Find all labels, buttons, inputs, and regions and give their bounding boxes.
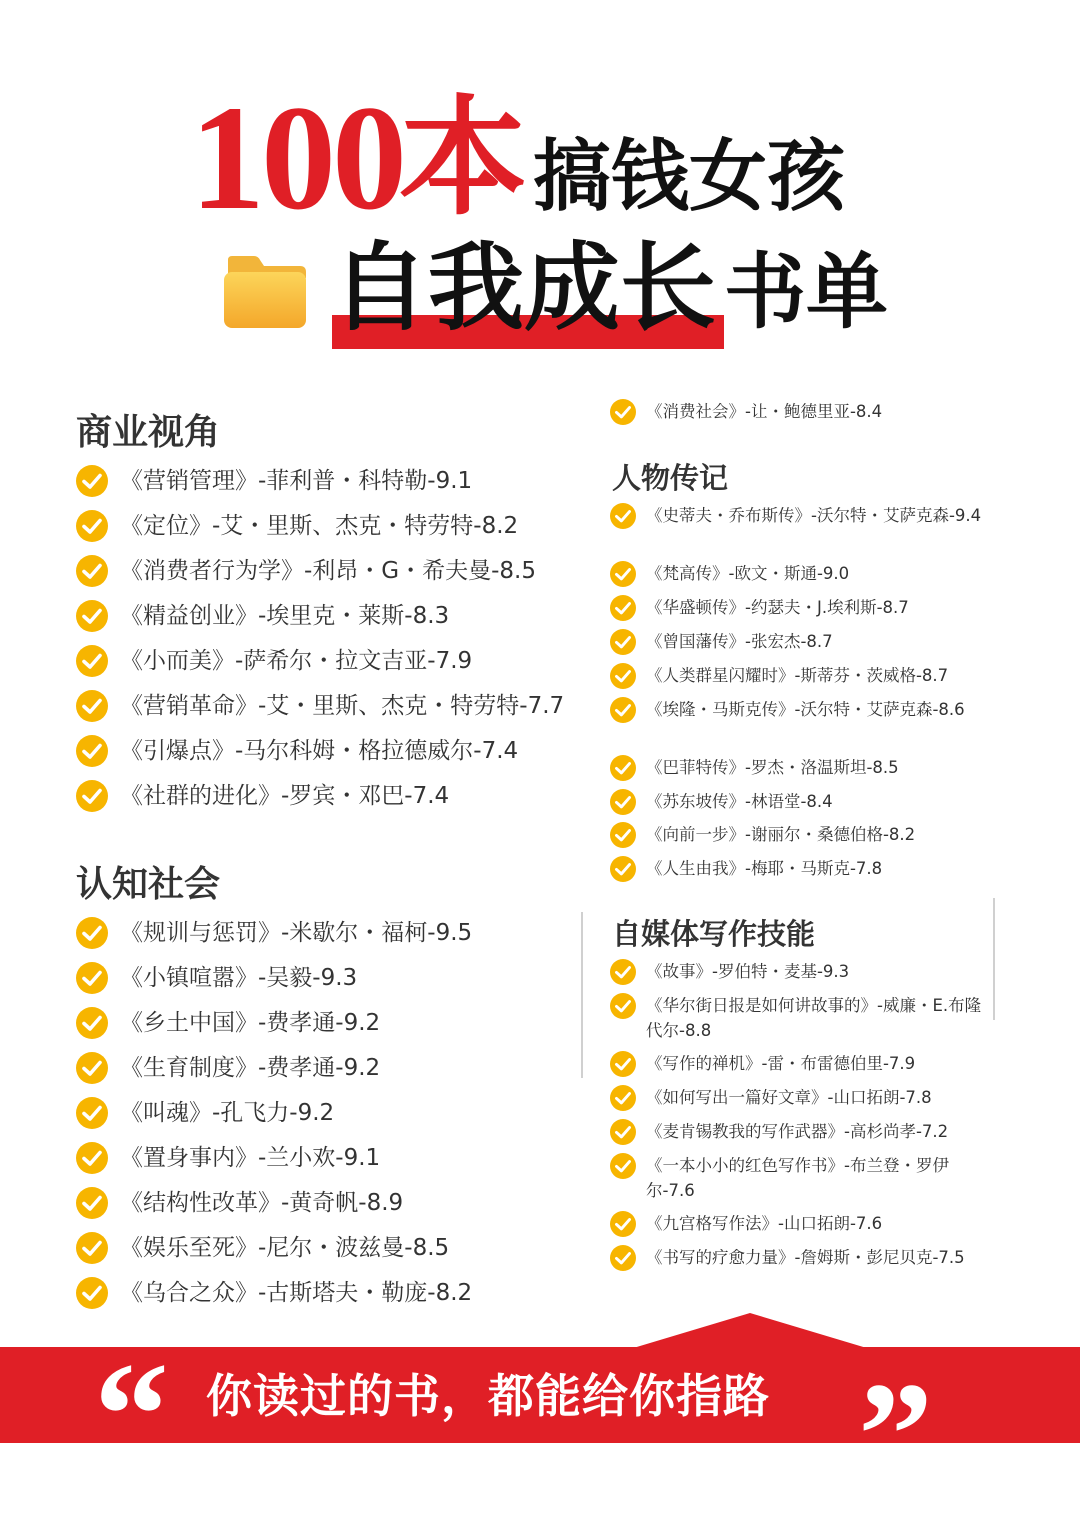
book-entry-text: 《写作的禅机》-雷・布雷德伯里-7.9 <box>646 1054 916 1073</box>
checkmark-icon <box>610 1211 636 1237</box>
book-entry-text: 《九宫格写作法》-山口拓朗-7.6 <box>646 1214 883 1233</box>
checkmark-icon <box>76 1277 108 1309</box>
title-main: 自我成长 <box>332 231 716 344</box>
book-entry-text: 《书写的疗愈力量》-詹姆斯・彭尼贝克-7.5 <box>646 1248 965 1267</box>
book-entry-text: 《向前一步》-谢丽尔・桑德伯格-8.2 <box>646 825 916 844</box>
book-entry-text: 《曾国藩传》-张宏杰-8.7 <box>646 632 833 651</box>
book-entry-text: 《故事》-罗伯特・麦基-9.3 <box>646 962 850 981</box>
checkmark-icon <box>610 503 636 529</box>
checkmark-icon <box>76 780 108 812</box>
checkmark-icon <box>76 645 108 677</box>
section-title-business: 商业视角 <box>76 412 221 453</box>
title-number: 100 <box>190 75 403 241</box>
book-entry-text: 《社群的进化》-罗宾・邓巴-7.4 <box>120 783 450 809</box>
book-entry-text: 《引爆点》-马尔科姆・格拉德威尔-7.4 <box>120 738 519 764</box>
book-entry-text: 《华盛顿传》-约瑟夫・J.埃利斯-8.7 <box>646 598 909 617</box>
checkmark-icon <box>76 555 108 587</box>
book-entry-text: 《营销管理》-菲利普・科特勒-9.1 <box>120 468 473 494</box>
folder-icon <box>222 254 308 330</box>
checkmark-icon <box>76 1232 108 1264</box>
checkmark-icon <box>610 1085 636 1111</box>
section-title-writing: 自媒体写作技能 <box>612 917 816 951</box>
checkmark-icon <box>610 697 636 723</box>
book-entry-text: 《麦肯锡教我的写作武器》-高杉尚孝-7.2 <box>646 1122 949 1141</box>
title-ben: 本 <box>399 83 528 233</box>
checkmark-icon <box>610 1119 636 1145</box>
checkmark-icon <box>76 1007 108 1039</box>
book-entry-text: 《埃隆・马斯克传》-沃尔特・艾萨克森-8.6 <box>646 700 965 719</box>
banner-quote-text: 你读过的书，都能给你指路 <box>206 1369 770 1423</box>
checkmark-icon <box>76 600 108 632</box>
checkmark-icon <box>76 917 108 949</box>
book-entry-text: 《结构性改革》-黄奇帆-8.9 <box>120 1190 404 1216</box>
book-entry-text: 《娱乐至死》-尼尔・波兹曼-8.5 <box>120 1235 450 1261</box>
checkmark-icon <box>610 789 636 815</box>
checkmark-icon <box>76 1187 108 1219</box>
book-entry-text: 《消费社会》-让・鲍德里亚-8.4 <box>646 402 883 421</box>
checkmark-icon <box>610 595 636 621</box>
checkmark-icon <box>76 1142 108 1174</box>
book-entry-text: 《如何写出一篇好文章》-山口拓朗-7.8 <box>646 1088 932 1107</box>
checkmark-icon <box>76 690 108 722</box>
book-entry-text: 《精益创业》-埃里克・莱斯-8.3 <box>120 603 450 629</box>
checkmark-icon <box>610 959 636 985</box>
checkmark-icon <box>76 962 108 994</box>
banner-peak <box>630 1313 870 1349</box>
book-entry-text: 《苏东坡传》-林语堂-8.4 <box>646 792 833 811</box>
checkmark-icon <box>76 510 108 542</box>
checkmark-icon <box>610 755 636 781</box>
checkmark-icon <box>610 1245 636 1271</box>
book-entry-text: 《营销革命》-艾・里斯、杰克・特劳特-7.7 <box>120 693 565 719</box>
book-entry-text: 《乌合之众》-古斯塔夫・勒庞-8.2 <box>120 1280 473 1306</box>
book-entry-text: 《巴菲特传》-罗杰・洛温斯坦-8.5 <box>646 758 899 777</box>
checkmark-icon <box>610 1051 636 1077</box>
title-line-2 <box>332 231 889 348</box>
book-entry-text: 《史蒂夫・乔布斯传》-沃尔特・艾萨克森-9.4 <box>646 506 982 525</box>
book-entry-text: 《人类群星闪耀时》-斯蒂芬・茨威格-8.7 <box>646 666 949 685</box>
book-entry-text: 《消费者行为学》-利昂・G・希夫曼-8.5 <box>120 558 536 584</box>
title-suffix: 书单 <box>724 244 889 340</box>
title-subtitle: 搞钱女孩 <box>533 131 846 222</box>
checkmark-icon <box>76 1052 108 1084</box>
checkmark-icon <box>76 465 108 497</box>
checkmark-icon <box>76 735 108 767</box>
book-entry-text: 《乡土中国》-费孝通-9.2 <box>120 1010 381 1036</box>
checkmark-icon <box>610 1153 636 1179</box>
book-entry-text: 《人生由我》-梅耶・马斯克-7.8 <box>646 859 883 878</box>
book-entry-text: 《小而美》-萨希尔・拉文吉亚-7.9 <box>120 648 473 674</box>
checkmark-icon <box>610 993 636 1019</box>
book-entry-text: 《梵高传》-欧文・斯通-9.0 <box>646 564 850 583</box>
book-entry-text: 《定位》-艾・里斯、杰克・特劳特-8.2 <box>120 513 519 539</box>
book-entry-text: 《生育制度》-费孝通-9.2 <box>120 1055 381 1081</box>
column-divider <box>581 912 583 1078</box>
book-entry-text: 《华尔街日报是如何讲故事的》-威廉・E.布隆代尔-8.8 <box>646 996 982 1040</box>
checkmark-icon <box>610 629 636 655</box>
book-entry-text: 《规训与惩罚》-米歇尔・福柯-9.5 <box>120 920 473 946</box>
book-entry-text: 《叫魂》-孔飞力-9.2 <box>120 1100 335 1126</box>
book-entry-text: 《一本小小的红色写作书》-布兰登・罗伊尔-7.6 <box>646 1156 949 1200</box>
book-entry-text: 《小镇喧嚣》-吴毅-9.3 <box>120 965 358 991</box>
title-line-1 <box>190 75 846 241</box>
checkmark-icon <box>610 399 636 425</box>
checkmark-icon <box>610 663 636 689</box>
scroll-line <box>993 898 995 1020</box>
open-quote-mark: “ <box>94 1332 169 1498</box>
section-title-biography: 人物传记 <box>612 461 729 495</box>
checkmark-icon <box>610 856 636 882</box>
checkmark-icon <box>610 561 636 587</box>
book-entry-text: 《置身事内》-兰小欢-9.1 <box>120 1145 381 1171</box>
checkmark-icon <box>76 1097 108 1129</box>
checkmark-icon <box>610 822 636 848</box>
close-quote-mark: ” <box>858 1352 933 1518</box>
section-title-society: 认知社会 <box>76 864 221 905</box>
